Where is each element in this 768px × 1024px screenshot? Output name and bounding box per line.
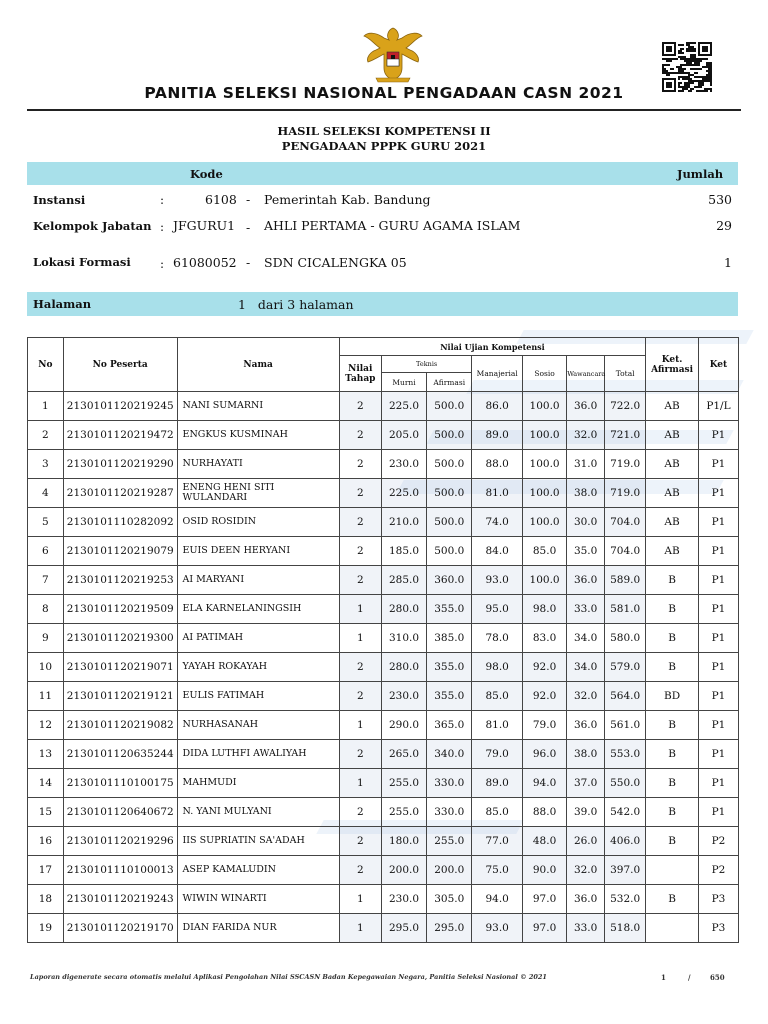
cell-ket-afirmasi: B xyxy=(646,740,699,769)
footer-page-number: 1 xyxy=(661,973,666,982)
lokasi-code: 61080052 xyxy=(173,255,237,270)
cell-wawancara: 31.0 xyxy=(567,450,605,479)
col-header-no: No xyxy=(28,338,64,392)
table-row xyxy=(28,827,739,856)
cell-nama: MAHMUDI xyxy=(177,769,339,798)
instansi-name: Pemerintah Kab. Bandung xyxy=(264,192,431,207)
cell-nilai-tahap: 2 xyxy=(339,798,381,827)
header-rule xyxy=(27,109,741,111)
cell-ket-afirmasi: AB xyxy=(646,421,699,450)
cell-nilai-tahap: 2 xyxy=(339,479,381,508)
cell-nilai-tahap: 2 xyxy=(339,740,381,769)
jabatan-name: AHLI PERTAMA - GURU AGAMA ISLAM xyxy=(264,218,521,233)
cell-ket: P1 xyxy=(698,537,738,566)
cell-afirmasi: 305.0 xyxy=(427,885,472,914)
cell-murni: 205.0 xyxy=(381,421,426,450)
lokasi-colon: : xyxy=(160,257,165,271)
cell-no-peserta: 2130101120219082 xyxy=(63,711,177,740)
cell-ket: P3 xyxy=(698,914,738,943)
instansi-colon: : xyxy=(160,193,165,207)
table-row xyxy=(28,479,739,508)
cell-murni: 285.0 xyxy=(381,566,426,595)
cell-nama: OSID ROSIDIN xyxy=(177,508,339,537)
cell-sosio: 90.0 xyxy=(522,856,566,885)
table-row xyxy=(28,711,739,740)
cell-ket-afirmasi: B xyxy=(646,653,699,682)
cell-no-peserta: 2130101110282092 xyxy=(63,508,177,537)
cell-nama: AI MARYANI xyxy=(177,566,339,595)
cell-murni: 290.0 xyxy=(381,711,426,740)
cell-ket-afirmasi: B xyxy=(646,711,699,740)
table-row xyxy=(28,537,739,566)
cell-wawancara: 36.0 xyxy=(567,392,605,421)
cell-total: 406.0 xyxy=(605,827,646,856)
cell-nama: DIDA LUTHFI AWALIYAH xyxy=(177,740,339,769)
cell-no: 16 xyxy=(28,827,64,856)
col-header-sosio: Sosio xyxy=(522,356,566,392)
cell-nama: NANI SUMARNI xyxy=(177,392,339,421)
cell-ket-afirmasi: AB xyxy=(646,392,699,421)
cell-no: 3 xyxy=(28,450,64,479)
cell-ket-afirmasi xyxy=(646,914,699,943)
cell-no: 7 xyxy=(28,566,64,595)
cell-wawancara: 35.0 xyxy=(567,537,605,566)
cell-murni: 210.0 xyxy=(381,508,426,537)
cell-no-peserta: 2130101120219290 xyxy=(63,450,177,479)
cell-sosio: 79.0 xyxy=(522,711,566,740)
cell-wawancara: 32.0 xyxy=(567,682,605,711)
jabatan-dash: - xyxy=(246,220,251,235)
cell-manajerial: 89.0 xyxy=(472,421,523,450)
cell-nama: EUIS DEEN HERYANI xyxy=(177,537,339,566)
cell-ket: P2 xyxy=(698,827,738,856)
table-row xyxy=(28,914,739,943)
cell-total: 721.0 xyxy=(605,421,646,450)
cell-manajerial: 94.0 xyxy=(472,885,523,914)
cell-total: 580.0 xyxy=(605,624,646,653)
cell-nama: AI PATIMAH xyxy=(177,624,339,653)
cell-afirmasi: 500.0 xyxy=(427,479,472,508)
col-header-group: Nilai Ujian Kompetensi xyxy=(339,338,646,356)
cell-murni: 230.0 xyxy=(381,450,426,479)
cell-afirmasi: 365.0 xyxy=(427,711,472,740)
cell-no-peserta: 2130101120219509 xyxy=(63,595,177,624)
table-row xyxy=(28,392,739,421)
cell-ket: P1 xyxy=(698,740,738,769)
cell-no: 15 xyxy=(28,798,64,827)
cell-ket-afirmasi: AB xyxy=(646,479,699,508)
cell-manajerial: 78.0 xyxy=(472,624,523,653)
halaman-text: 1 dari 3 halaman xyxy=(238,297,354,312)
cell-afirmasi: 330.0 xyxy=(427,798,472,827)
cell-total: 397.0 xyxy=(605,856,646,885)
cell-nilai-tahap: 1 xyxy=(339,885,381,914)
lokasi-count: 1 xyxy=(724,255,732,270)
cell-total: 532.0 xyxy=(605,885,646,914)
garuda-emblem-icon xyxy=(362,22,424,86)
cell-no: 19 xyxy=(28,914,64,943)
table-row xyxy=(28,769,739,798)
table-row xyxy=(28,508,739,537)
cell-no: 10 xyxy=(28,653,64,682)
cell-no-peserta: 2130101120219287 xyxy=(63,479,177,508)
cell-manajerial: 93.0 xyxy=(472,566,523,595)
table-row xyxy=(28,421,739,450)
cell-afirmasi: 500.0 xyxy=(427,450,472,479)
cell-total: 553.0 xyxy=(605,740,646,769)
cell-ket: P1 xyxy=(698,798,738,827)
col-header-afirmasi: Afirmasi xyxy=(427,373,472,392)
cell-murni: 265.0 xyxy=(381,740,426,769)
org-title: PANITIA SELEKSI NASIONAL PENGADAAN CASN 2021 xyxy=(144,84,624,102)
cell-murni: 185.0 xyxy=(381,537,426,566)
lokasi-label: Lokasi Formasi xyxy=(33,255,131,269)
cell-nama: NURHASANAH xyxy=(177,711,339,740)
cell-no: 17 xyxy=(28,856,64,885)
col-header-murni: Murni xyxy=(381,373,426,392)
cell-nilai-tahap: 1 xyxy=(339,711,381,740)
cell-nama: N. YANI MULYANI xyxy=(177,798,339,827)
cell-nama: ELA KARNELANINGSIH xyxy=(177,595,339,624)
kode-label: Kode xyxy=(190,167,223,181)
cell-no: 6 xyxy=(28,537,64,566)
cell-wawancara: 38.0 xyxy=(567,740,605,769)
cell-ket: P1 xyxy=(698,479,738,508)
cell-total: 579.0 xyxy=(605,653,646,682)
cell-murni: 225.0 xyxy=(381,479,426,508)
col-header-total: Total xyxy=(605,356,646,392)
cell-no: 11 xyxy=(28,682,64,711)
cell-ket: P1 xyxy=(698,450,738,479)
cell-ket-afirmasi: B xyxy=(646,624,699,653)
cell-no-peserta: 2130101110100013 xyxy=(63,856,177,885)
col-header-teknis: Teknis xyxy=(381,356,472,373)
cell-ket-afirmasi: B xyxy=(646,595,699,624)
cell-manajerial: 79.0 xyxy=(472,740,523,769)
cell-wawancara: 26.0 xyxy=(567,827,605,856)
col-header-ket-afirmasi: Ket. Afirmasi xyxy=(646,338,699,392)
cell-ket: P1 xyxy=(698,508,738,537)
cell-nilai-tahap: 2 xyxy=(339,421,381,450)
cell-afirmasi: 255.0 xyxy=(427,827,472,856)
cell-afirmasi: 355.0 xyxy=(427,682,472,711)
cell-no: 5 xyxy=(28,508,64,537)
cell-ket-afirmasi: AB xyxy=(646,537,699,566)
cell-sosio: 85.0 xyxy=(522,537,566,566)
cell-ket-afirmasi: AB xyxy=(646,450,699,479)
cell-manajerial: 74.0 xyxy=(472,508,523,537)
cell-no-peserta: 2130101120219296 xyxy=(63,827,177,856)
cell-murni: 230.0 xyxy=(381,885,426,914)
cell-no-peserta: 2130101120219472 xyxy=(63,421,177,450)
cell-total: 550.0 xyxy=(605,769,646,798)
col-header-wawancara: Wawancara xyxy=(567,356,605,392)
cell-sosio: 100.0 xyxy=(522,450,566,479)
cell-wawancara: 33.0 xyxy=(567,595,605,624)
cell-no: 14 xyxy=(28,769,64,798)
cell-sosio: 94.0 xyxy=(522,769,566,798)
table-row xyxy=(28,682,739,711)
cell-wawancara: 37.0 xyxy=(567,769,605,798)
cell-murni: 200.0 xyxy=(381,856,426,885)
cell-manajerial: 75.0 xyxy=(472,856,523,885)
footer-note: Laporan digenerate secara otomatis melalui Aplikasi Pengolahan Nilai SSCASN Badan Kepegawaian Negara, Panitia Seleksi Nasional © 2021 xyxy=(30,973,547,981)
cell-total: 518.0 xyxy=(605,914,646,943)
cell-no: 9 xyxy=(28,624,64,653)
cell-no: 13 xyxy=(28,740,64,769)
cell-nilai-tahap: 2 xyxy=(339,450,381,479)
cell-murni: 310.0 xyxy=(381,624,426,653)
cell-total: 719.0 xyxy=(605,479,646,508)
cell-nilai-tahap: 1 xyxy=(339,624,381,653)
cell-no-peserta: 2130101120219253 xyxy=(63,566,177,595)
halaman-bar xyxy=(27,292,738,316)
cell-afirmasi: 330.0 xyxy=(427,769,472,798)
cell-manajerial: 89.0 xyxy=(472,769,523,798)
cell-ket-afirmasi xyxy=(646,856,699,885)
cell-ket-afirmasi: B xyxy=(646,769,699,798)
cell-total: 589.0 xyxy=(605,566,646,595)
cell-wawancara: 36.0 xyxy=(567,885,605,914)
cell-nilai-tahap: 1 xyxy=(339,769,381,798)
cell-afirmasi: 500.0 xyxy=(427,508,472,537)
col-header-ket: Ket xyxy=(698,338,738,392)
cell-ket: P1 xyxy=(698,682,738,711)
cell-wawancara: 33.0 xyxy=(567,914,605,943)
cell-total: 704.0 xyxy=(605,537,646,566)
cell-wawancara: 34.0 xyxy=(567,653,605,682)
cell-nilai-tahap: 2 xyxy=(339,508,381,537)
cell-afirmasi: 295.0 xyxy=(427,914,472,943)
cell-nilai-tahap: 2 xyxy=(339,682,381,711)
cell-sosio: 100.0 xyxy=(522,392,566,421)
cell-murni: 230.0 xyxy=(381,682,426,711)
results-table xyxy=(27,337,739,943)
table-row xyxy=(28,624,739,653)
col-header-manajerial: Manajerial xyxy=(472,356,523,392)
cell-manajerial: 93.0 xyxy=(472,914,523,943)
cell-manajerial: 88.0 xyxy=(472,450,523,479)
cell-nama: ENENG HENI SITI WULANDARI xyxy=(177,479,339,508)
cell-no: 18 xyxy=(28,885,64,914)
cell-manajerial: 98.0 xyxy=(472,653,523,682)
cell-wawancara: 36.0 xyxy=(567,566,605,595)
jumlah-label: Jumlah xyxy=(677,167,724,181)
table-row xyxy=(28,450,739,479)
cell-nilai-tahap: 1 xyxy=(339,595,381,624)
cell-afirmasi: 500.0 xyxy=(427,392,472,421)
table-row xyxy=(28,595,739,624)
cell-manajerial: 81.0 xyxy=(472,711,523,740)
cell-manajerial: 77.0 xyxy=(472,827,523,856)
cell-no-peserta: 2130101120219245 xyxy=(63,392,177,421)
cell-wawancara: 34.0 xyxy=(567,624,605,653)
instansi-dash: - xyxy=(246,192,251,207)
cell-no-peserta: 2130101120635244 xyxy=(63,740,177,769)
instansi-label: Instansi xyxy=(33,193,86,207)
cell-murni: 280.0 xyxy=(381,595,426,624)
cell-murni: 180.0 xyxy=(381,827,426,856)
footer-slash: / xyxy=(688,973,691,982)
cell-wawancara: 32.0 xyxy=(567,856,605,885)
col-header-peserta: No Peserta xyxy=(63,338,177,392)
cell-afirmasi: 360.0 xyxy=(427,566,472,595)
cell-total: 719.0 xyxy=(605,450,646,479)
cell-nama: NURHAYATI xyxy=(177,450,339,479)
cell-murni: 255.0 xyxy=(381,798,426,827)
cell-no-peserta: 2130101120219121 xyxy=(63,682,177,711)
halaman-label: Halaman xyxy=(33,297,92,311)
cell-no: 8 xyxy=(28,595,64,624)
cell-nama: ENGKUS KUSMINAH xyxy=(177,421,339,450)
table-row xyxy=(28,798,739,827)
cell-no-peserta: 2130101110100175 xyxy=(63,769,177,798)
cell-wawancara: 36.0 xyxy=(567,711,605,740)
table-row xyxy=(28,566,739,595)
cell-murni: 295.0 xyxy=(381,914,426,943)
cell-ket: P1 xyxy=(698,566,738,595)
cell-nama: DIAN FARIDA NUR xyxy=(177,914,339,943)
cell-nilai-tahap: 2 xyxy=(339,537,381,566)
cell-nilai-tahap: 2 xyxy=(339,827,381,856)
cell-ket: P2 xyxy=(698,856,738,885)
cell-nilai-tahap: 2 xyxy=(339,653,381,682)
cell-ket: P1 xyxy=(698,595,738,624)
cell-no-peserta: 2130101120219071 xyxy=(63,653,177,682)
cell-nilai-tahap: 2 xyxy=(339,392,381,421)
cell-ket-afirmasi: B xyxy=(646,798,699,827)
cell-manajerial: 81.0 xyxy=(472,479,523,508)
cell-wawancara: 30.0 xyxy=(567,508,605,537)
jabatan-label: Kelompok Jabatan xyxy=(33,219,152,233)
cell-ket: P3 xyxy=(698,885,738,914)
cell-sosio: 100.0 xyxy=(522,566,566,595)
cell-ket: P1 xyxy=(698,711,738,740)
cell-sosio: 92.0 xyxy=(522,682,566,711)
cell-nama: IIS SUPRIATIN SA'ADAH xyxy=(177,827,339,856)
cell-afirmasi: 385.0 xyxy=(427,624,472,653)
col-header-tahap: Nilai Tahap xyxy=(339,356,381,392)
cell-manajerial: 86.0 xyxy=(472,392,523,421)
col-header-nama: Nama xyxy=(177,338,339,392)
cell-nilai-tahap: 2 xyxy=(339,856,381,885)
cell-wawancara: 39.0 xyxy=(567,798,605,827)
kode-header-bar xyxy=(27,162,738,185)
cell-no: 4 xyxy=(28,479,64,508)
cell-nilai-tahap: 2 xyxy=(339,566,381,595)
cell-nama: EULIS FATIMAH xyxy=(177,682,339,711)
cell-ket: P1 xyxy=(698,653,738,682)
cell-ket-afirmasi: B xyxy=(646,566,699,595)
cell-total: 561.0 xyxy=(605,711,646,740)
cell-no-peserta: 2130101120219243 xyxy=(63,885,177,914)
cell-murni: 225.0 xyxy=(381,392,426,421)
cell-sosio: 88.0 xyxy=(522,798,566,827)
cell-sosio: 96.0 xyxy=(522,740,566,769)
cell-no: 12 xyxy=(28,711,64,740)
cell-total: 722.0 xyxy=(605,392,646,421)
cell-no: 2 xyxy=(28,421,64,450)
cell-sosio: 98.0 xyxy=(522,595,566,624)
cell-afirmasi: 500.0 xyxy=(427,421,472,450)
cell-ket-afirmasi: BD xyxy=(646,682,699,711)
cell-ket: P1 xyxy=(698,624,738,653)
cell-total: 704.0 xyxy=(605,508,646,537)
cell-nama: YAYAH ROKAYAH xyxy=(177,653,339,682)
cell-ket: P1 xyxy=(698,421,738,450)
footer-total-pages: 650 xyxy=(710,973,725,982)
cell-murni: 255.0 xyxy=(381,769,426,798)
cell-sosio: 100.0 xyxy=(522,421,566,450)
cell-ket: P1 xyxy=(698,769,738,798)
cell-sosio: 83.0 xyxy=(522,624,566,653)
cell-no-peserta: 2130101120640672 xyxy=(63,798,177,827)
cell-afirmasi: 355.0 xyxy=(427,653,472,682)
table-row xyxy=(28,856,739,885)
cell-wawancara: 32.0 xyxy=(567,421,605,450)
cell-no-peserta: 2130101120219300 xyxy=(63,624,177,653)
cell-wawancara: 38.0 xyxy=(567,479,605,508)
cell-manajerial: 84.0 xyxy=(472,537,523,566)
cell-no: 1 xyxy=(28,392,64,421)
cell-sosio: 48.0 xyxy=(522,827,566,856)
instansi-code: 6108 xyxy=(205,192,237,207)
cell-afirmasi: 340.0 xyxy=(427,740,472,769)
jabatan-colon: : xyxy=(160,220,165,234)
cell-no-peserta: 2130101120219170 xyxy=(63,914,177,943)
cell-nilai-tahap: 1 xyxy=(339,914,381,943)
jabatan-count: 29 xyxy=(716,218,732,233)
cell-manajerial: 95.0 xyxy=(472,595,523,624)
lokasi-name: SDN CICALENGKA 05 xyxy=(264,255,407,270)
cell-afirmasi: 355.0 xyxy=(427,595,472,624)
cell-sosio: 97.0 xyxy=(522,914,566,943)
cell-sosio: 100.0 xyxy=(522,508,566,537)
table-row xyxy=(28,740,739,769)
jabatan-code: JFGURU1 xyxy=(173,218,236,233)
cell-afirmasi: 200.0 xyxy=(427,856,472,885)
instansi-count: 530 xyxy=(708,192,732,207)
cell-sosio: 97.0 xyxy=(522,885,566,914)
cell-ket: P1/L xyxy=(698,392,738,421)
cell-total: 564.0 xyxy=(605,682,646,711)
cell-sosio: 92.0 xyxy=(522,653,566,682)
cell-nama: ASEP KAMALUDIN xyxy=(177,856,339,885)
cell-total: 542.0 xyxy=(605,798,646,827)
cell-sosio: 100.0 xyxy=(522,479,566,508)
report-subtitle: PENGADAAN PPPK GURU 2021 xyxy=(281,139,487,153)
report-title: HASIL SELEKSI KOMPETENSI II xyxy=(277,124,491,138)
table-row xyxy=(28,885,739,914)
cell-afirmasi: 500.0 xyxy=(427,537,472,566)
cell-total: 581.0 xyxy=(605,595,646,624)
cell-ket-afirmasi: B xyxy=(646,827,699,856)
table-row xyxy=(28,653,739,682)
cell-no-peserta: 2130101120219079 xyxy=(63,537,177,566)
cell-manajerial: 85.0 xyxy=(472,798,523,827)
cell-murni: 280.0 xyxy=(381,653,426,682)
cell-ket-afirmasi: AB xyxy=(646,508,699,537)
cell-nama: WIWIN WINARTI xyxy=(177,885,339,914)
lokasi-dash: - xyxy=(246,255,251,270)
cell-ket-afirmasi: B xyxy=(646,885,699,914)
cell-manajerial: 85.0 xyxy=(472,682,523,711)
